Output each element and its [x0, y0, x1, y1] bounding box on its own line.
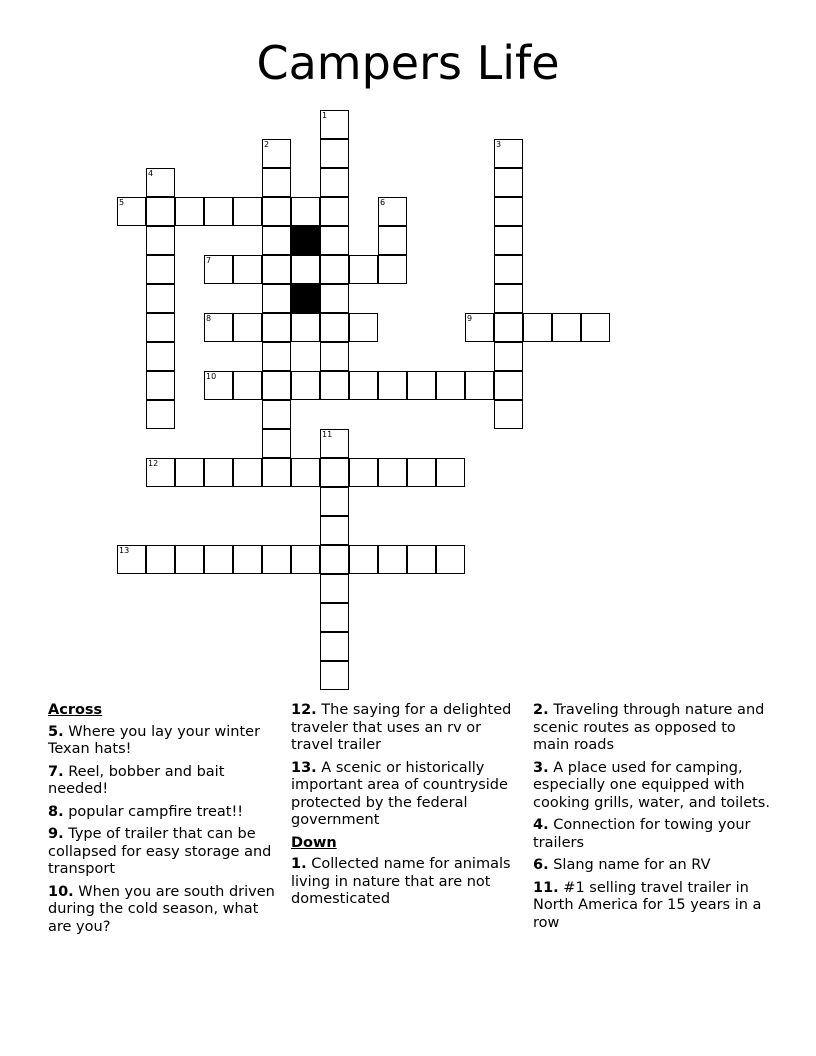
clue-number: 8 [206, 314, 212, 323]
grid-cell[interactable] [494, 226, 523, 255]
grid-cell[interactable] [494, 342, 523, 371]
grid-cell[interactable] [320, 168, 349, 197]
grid-cell[interactable] [494, 284, 523, 313]
grid-cell[interactable] [581, 313, 610, 342]
clue-number: 13 [119, 546, 130, 555]
grid-cell[interactable] [494, 255, 523, 284]
grid-cell[interactable] [262, 429, 291, 458]
grid-cell[interactable] [146, 545, 175, 574]
grid-cell[interactable] [320, 487, 349, 516]
grid-cell[interactable] [320, 545, 349, 574]
clue-number: 7 [206, 256, 212, 265]
grid-cell[interactable] [494, 197, 523, 226]
grid-cell[interactable] [320, 371, 349, 400]
grid-cell[interactable] [146, 313, 175, 342]
grid-cell[interactable] [320, 574, 349, 603]
grid-cell[interactable] [291, 313, 320, 342]
grid-cell[interactable] [262, 226, 291, 255]
grid-cell[interactable] [262, 342, 291, 371]
down-clue-11: 11. #1 selling travel trailer in North America for 15 years in a row [533, 879, 762, 931]
clue-number: 12 [148, 459, 159, 468]
grid-cell[interactable] [204, 255, 233, 284]
grid-cell[interactable] [175, 458, 204, 487]
grid-cell[interactable] [465, 371, 494, 400]
grid-cell[interactable] [233, 255, 262, 284]
grid-cell[interactable] [233, 313, 262, 342]
grid-cell[interactable] [378, 226, 407, 255]
grid-cell[interactable] [320, 516, 349, 545]
grid-cell[interactable] [146, 255, 175, 284]
grid-cell[interactable] [465, 313, 494, 342]
grid-cell[interactable] [291, 371, 320, 400]
grid-cell[interactable] [378, 458, 407, 487]
black-square [291, 226, 320, 255]
across-clue-9: 9. Type of trailer that can be collapsed for easy storage and transport [48, 826, 272, 877]
grid-cell[interactable] [552, 313, 581, 342]
grid-cell[interactable] [378, 545, 407, 574]
grid-cell[interactable] [262, 255, 291, 284]
down-clue-3: 3. A place used for camping, especially one equipped with cooking grills, water, and toilets. [533, 759, 770, 811]
grid-cell[interactable] [378, 255, 407, 284]
grid-cell[interactable] [204, 197, 233, 226]
down-clue-4: 4. Connection for towing your trailers [533, 817, 751, 851]
grid-cell[interactable] [436, 371, 465, 400]
grid-cell[interactable] [349, 458, 378, 487]
grid-cell[interactable] [262, 168, 291, 197]
grid-cell[interactable] [494, 400, 523, 429]
grid-cell[interactable] [407, 545, 436, 574]
grid-cell[interactable] [146, 197, 175, 226]
grid-cell[interactable] [204, 458, 233, 487]
grid-cell[interactable] [349, 255, 378, 284]
grid-cell[interactable] [349, 313, 378, 342]
clue-number: 1 [322, 111, 328, 120]
grid-cell[interactable] [320, 661, 349, 690]
grid-cell[interactable] [262, 545, 291, 574]
across-clue-7: 7. Reel, bobber and bait needed! [48, 763, 225, 797]
grid-cell[interactable] [146, 226, 175, 255]
grid-cell[interactable] [378, 197, 407, 226]
grid-cell[interactable] [320, 458, 349, 487]
grid-cell[interactable] [233, 545, 262, 574]
grid-cell[interactable] [320, 603, 349, 632]
grid-cell[interactable] [291, 545, 320, 574]
grid-cell[interactable] [320, 429, 349, 458]
grid-cell[interactable] [233, 458, 262, 487]
grid-cell[interactable] [233, 371, 262, 400]
clue-number: 6 [380, 198, 386, 207]
grid-cell[interactable] [117, 545, 146, 574]
grid-cell[interactable] [117, 197, 146, 226]
grid-cell[interactable] [320, 632, 349, 661]
grid-cell[interactable] [146, 371, 175, 400]
black-square [291, 284, 320, 313]
grid-cell[interactable] [349, 371, 378, 400]
clue-number: 3 [496, 140, 502, 149]
grid-cell[interactable] [146, 342, 175, 371]
grid-cell[interactable] [146, 168, 175, 197]
grid-cell[interactable] [320, 197, 349, 226]
grid-cell[interactable] [262, 458, 291, 487]
across-clue-12: 12. The saying for a delighted traveler that uses an rv or travel trailer [291, 702, 512, 753]
grid-cell[interactable] [291, 197, 320, 226]
grid-cell[interactable] [349, 545, 378, 574]
grid-cell[interactable] [262, 139, 291, 168]
grid-cell[interactable] [146, 400, 175, 429]
grid-cell[interactable] [204, 371, 233, 400]
grid-cell[interactable] [494, 371, 523, 400]
across-clue-5: 5. Where you lay your winter Texan hats! [48, 723, 261, 757]
across-clue-13: 13. A scenic or historically important area of countryside protected by the federal government [291, 759, 508, 828]
grid-cell[interactable] [320, 139, 349, 168]
grid-cell[interactable] [436, 458, 465, 487]
clue-number: 5 [119, 198, 125, 207]
clue-number: 2 [264, 140, 270, 149]
grid-cell[interactable] [320, 313, 349, 342]
grid-cell[interactable] [291, 255, 320, 284]
clue-number: 10 [206, 372, 217, 381]
grid-cell[interactable] [175, 197, 204, 226]
clue-number: 11 [322, 430, 333, 439]
grid-cell[interactable] [146, 284, 175, 313]
clue-number: 4 [148, 169, 154, 178]
grid-cell[interactable] [262, 400, 291, 429]
down-heading: Down [291, 834, 337, 851]
clue-number: 9 [467, 314, 473, 323]
grid-cell[interactable] [320, 284, 349, 313]
grid-cell[interactable] [262, 313, 291, 342]
grid-cell[interactable] [494, 139, 523, 168]
grid-cell[interactable] [436, 545, 465, 574]
grid-cell[interactable] [262, 284, 291, 313]
down-clue-2: 2. Traveling through nature and scenic routes as opposed to main roads [533, 702, 765, 753]
grid-cell[interactable] [523, 313, 552, 342]
grid-cell[interactable] [494, 313, 523, 342]
grid-cell[interactable] [262, 197, 291, 226]
grid-cell[interactable] [378, 371, 407, 400]
clue-column-1 [48, 702, 284, 941]
clue-column-2 [291, 702, 527, 914]
across-heading: Across [48, 702, 103, 718]
down-clue-1: 1. Collected name for animals living in nature that are not domesticated [291, 856, 511, 907]
down-clue-6: 6. Slang name for an RV [533, 857, 711, 873]
grid-cell[interactable] [175, 545, 204, 574]
grid-cell[interactable] [262, 371, 291, 400]
grid-cell[interactable] [320, 255, 349, 284]
grid-cell[interactable] [146, 458, 175, 487]
grid-cell[interactable] [233, 197, 262, 226]
grid-cell[interactable] [320, 110, 349, 139]
grid-cell[interactable] [407, 371, 436, 400]
grid-cell[interactable] [320, 226, 349, 255]
grid-cell[interactable] [204, 313, 233, 342]
grid-cell[interactable] [407, 458, 436, 487]
across-clue-8: 8. popular campfire treat!! [48, 803, 244, 820]
puzzle-title: Campers Life [256, 36, 560, 90]
grid-cell[interactable] [320, 342, 349, 371]
grid-cell[interactable] [204, 545, 233, 574]
grid-cell[interactable] [291, 458, 320, 487]
grid-cell[interactable] [494, 168, 523, 197]
across-clue-10: 10. When you are south driven during the cold season, what are you? [48, 883, 275, 935]
clue-column-3 [533, 702, 773, 937]
